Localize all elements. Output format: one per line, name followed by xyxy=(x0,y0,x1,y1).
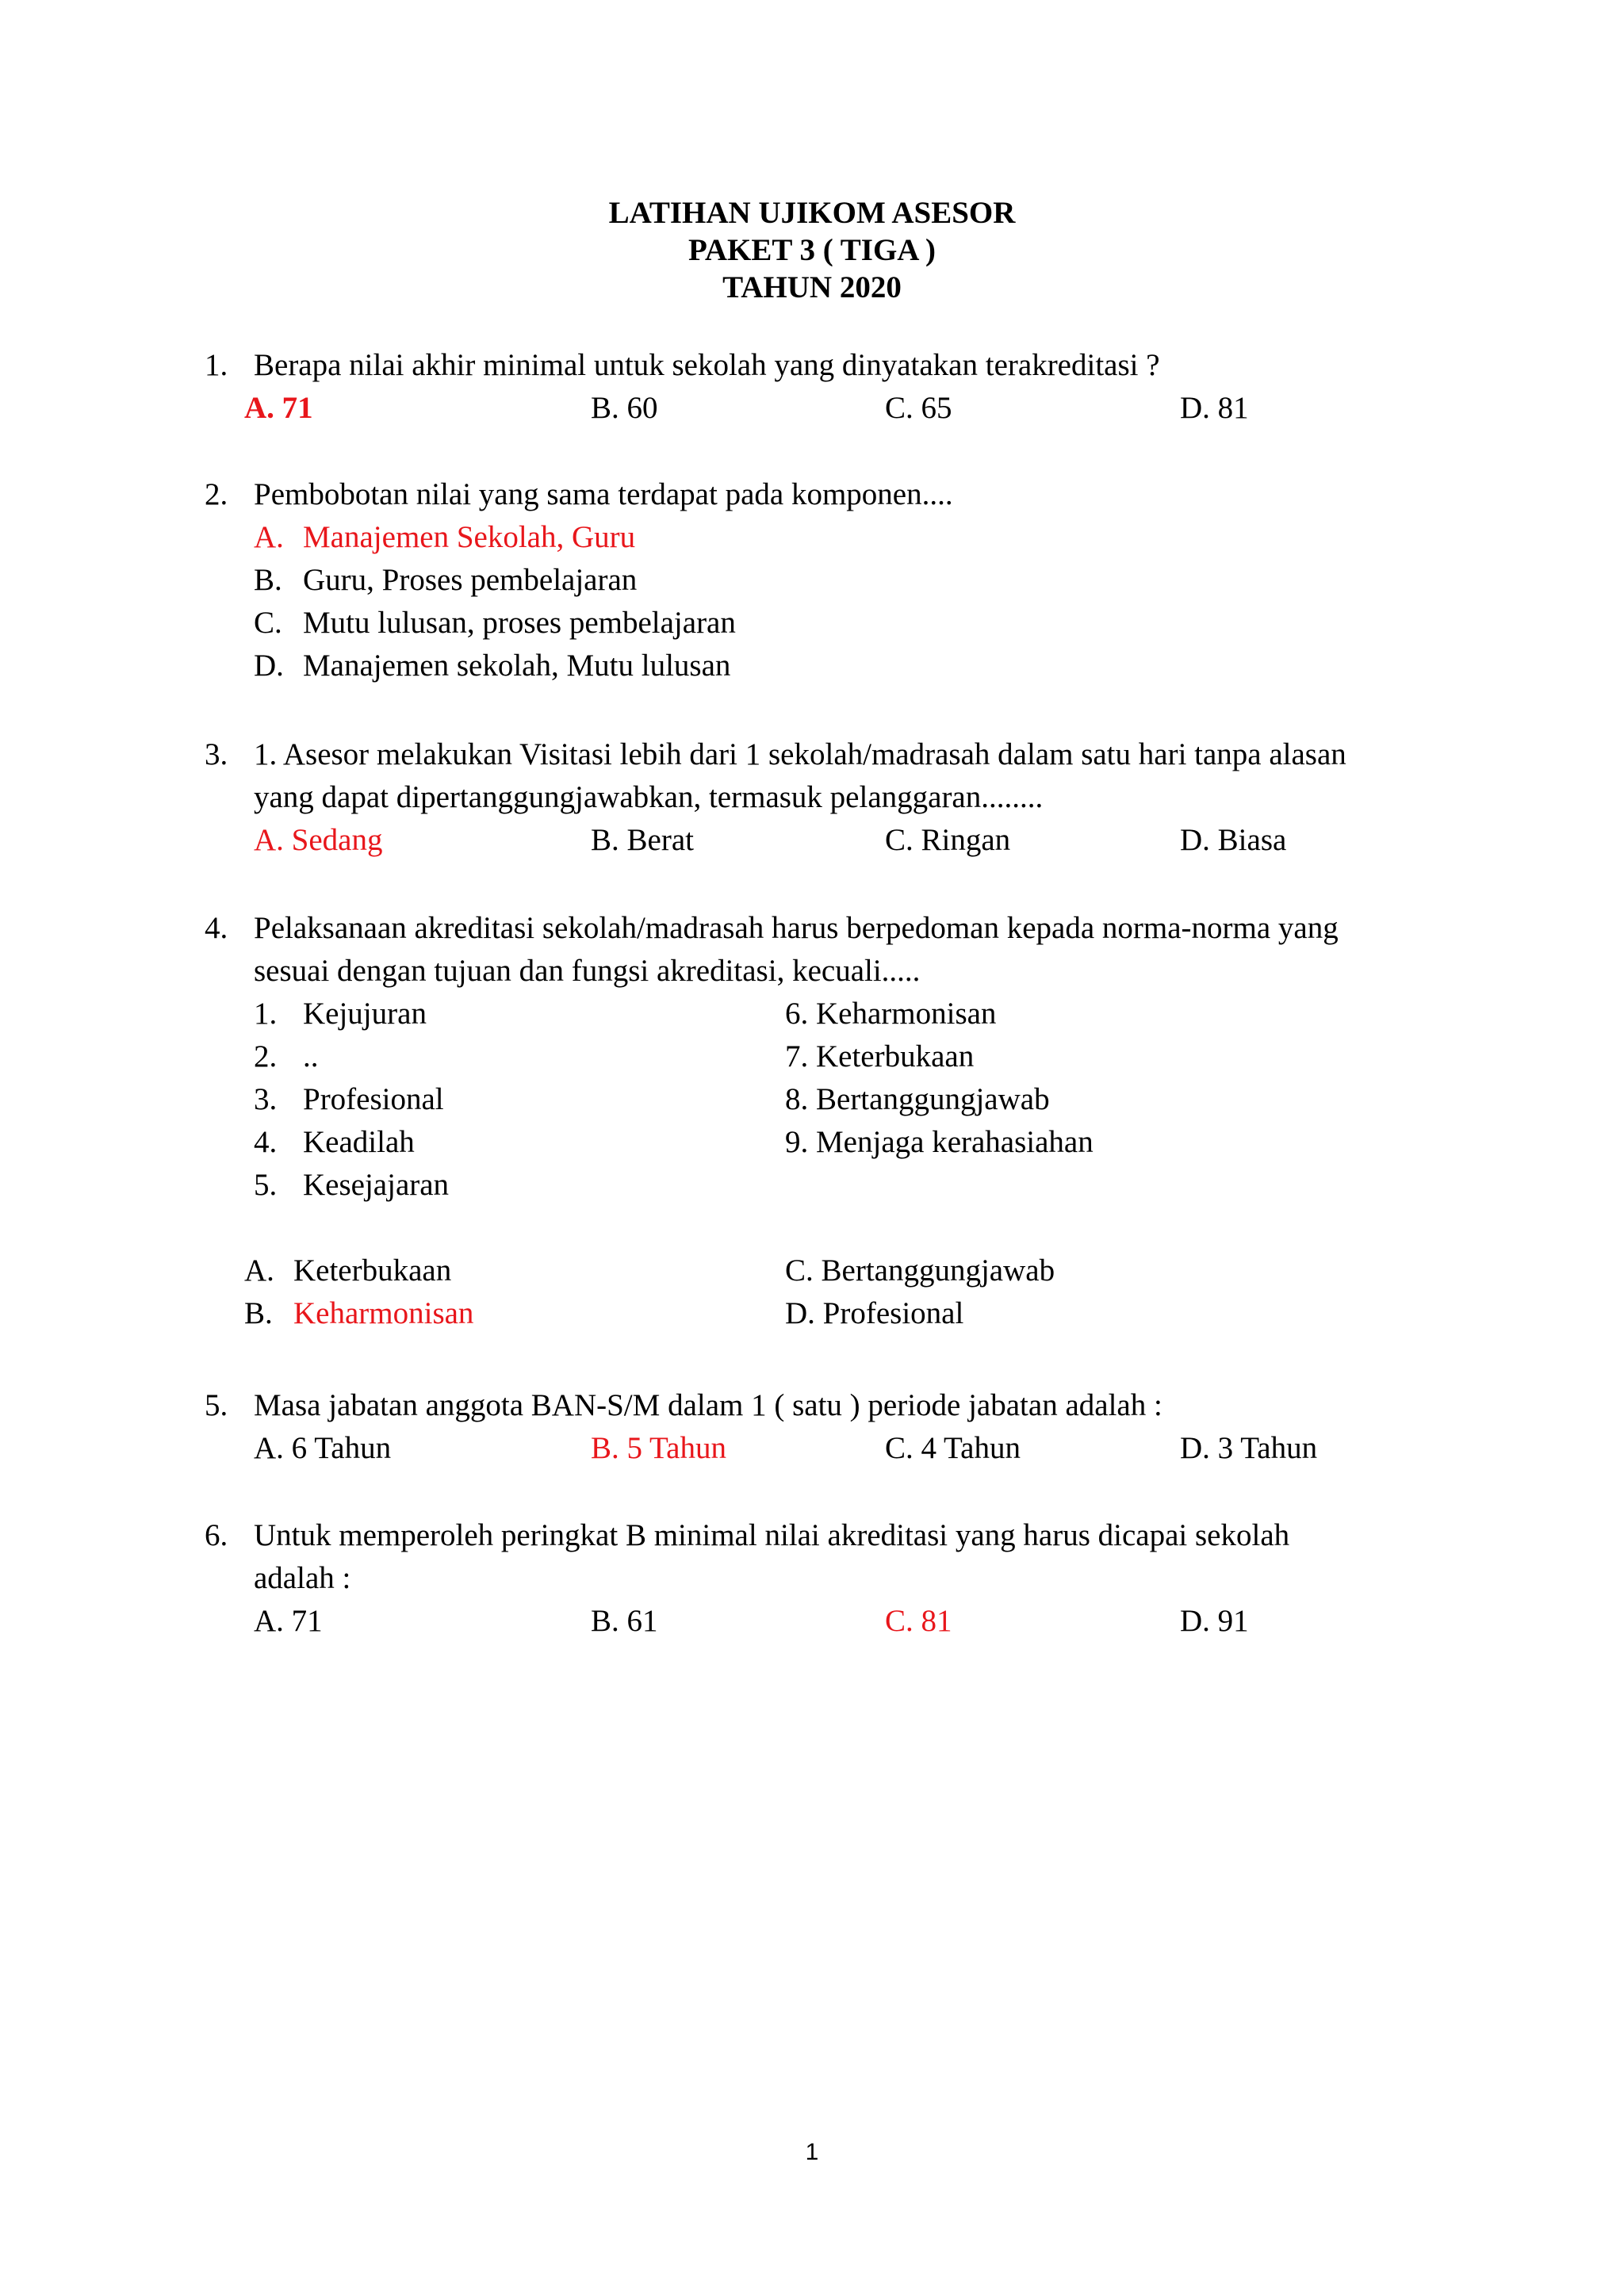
option-d: D. Biasa xyxy=(1180,823,1287,857)
question-number: 6. xyxy=(205,1518,228,1552)
norms-list xyxy=(254,993,1426,1207)
option-c: C. Bertanggungjawab xyxy=(785,1253,1055,1288)
document-header xyxy=(0,194,1624,306)
option-a-correct: A. Manajemen Sekolah, Guru xyxy=(254,520,636,554)
option-a-correct: A. 71 xyxy=(244,391,313,425)
question-number: 4. xyxy=(205,911,228,945)
question-text-line-1: Pelaksanaan akreditasi sekolah/madrasah harus berpedoman kepada norma-norma yang xyxy=(254,911,1339,945)
list-item: 2. .. 7. Keterbukaan xyxy=(254,1039,975,1073)
question-text-line-2: yang dapat dipertanggungjawabkan, termasuk pelanggaran........ xyxy=(254,780,1044,814)
option-a-correct: A. Sedang xyxy=(254,823,383,857)
option-c: C. 65 xyxy=(885,391,952,425)
options-row xyxy=(205,1600,1426,1643)
options-row xyxy=(205,387,1426,430)
option-b-correct: Keharmonisan xyxy=(293,1296,474,1330)
question-text-line-1: 1. Asesor melakukan Visitasi lebih dari 1 sekolah/madrasah dalam satu hari tanpa alasan xyxy=(254,737,1346,771)
option-c: C. Ringan xyxy=(885,823,1011,857)
header-package: PAKET 3 ( TIGA ) xyxy=(688,233,936,267)
question-1 xyxy=(205,344,1426,430)
option-b: B. xyxy=(244,1296,273,1330)
list-item: 5. Kesejajaran xyxy=(254,1168,450,1202)
options-row xyxy=(205,1427,1426,1470)
answer-row xyxy=(244,1292,1426,1335)
option-a: A. 6 Tahun xyxy=(254,1431,392,1465)
question-number: 1. xyxy=(205,348,228,382)
question-text-line-2: adalah : xyxy=(254,1561,351,1595)
question-2 xyxy=(205,473,1426,687)
option-b: B. 61 xyxy=(591,1604,658,1638)
page-number: 1 xyxy=(805,2139,819,2165)
question-6 xyxy=(205,1514,1426,1643)
option-d: D. Manajemen sekolah, Mutu lulusan xyxy=(254,649,731,683)
options-row xyxy=(205,819,1426,862)
answer-options xyxy=(244,1249,1426,1335)
answer-row: A. Keterbukaan C. Bertanggungjawab xyxy=(244,1249,1426,1292)
list-item: 4. Keadilah 9. Menjaga kerahasiahan xyxy=(254,1125,1094,1159)
option-c: C. Mutu lulusan, proses pembelajaran xyxy=(254,606,736,640)
option-b: B. Guru, Proses pembelajaran xyxy=(254,563,638,597)
question-5 xyxy=(205,1384,1426,1470)
options-list xyxy=(254,516,1426,687)
header-title: LATIHAN UJIKOM ASESOR xyxy=(608,196,1016,230)
option-d: D. Profesional xyxy=(785,1296,964,1330)
question-text-line-2: sesuai dengan tujuan dan fungsi akreditasi, kecuali..... xyxy=(254,954,921,988)
question-number: 3. xyxy=(205,737,228,771)
question-text: Pembobotan nilai yang sama terdapat pada komponen.... xyxy=(254,477,953,511)
question-number: 2. xyxy=(205,477,228,511)
option-c: C. 4 Tahun xyxy=(885,1431,1021,1465)
question-text: Berapa nilai akhir minimal untuk sekolah yang dinyatakan terakreditasi ? xyxy=(254,348,1160,382)
option-a: A. xyxy=(244,1253,274,1288)
option-b: B. Berat xyxy=(591,823,694,857)
question-text-line-1: Untuk memperoleh peringkat B minimal nilai akreditasi yang harus dicapai sekolah xyxy=(254,1518,1290,1552)
option-a: A. 71 xyxy=(254,1604,323,1638)
question-text: Masa jabatan anggota BAN-S/M dalam 1 ( satu ) periode jabatan adalah : xyxy=(254,1388,1162,1422)
question-number: 5. xyxy=(205,1388,228,1422)
list-item: 1. Kejujuran 6. Keharmonisan xyxy=(254,997,997,1031)
option-b-correct: B. 5 Tahun xyxy=(591,1431,726,1465)
list-item: 3. Profesional 8. Bertanggungjawab xyxy=(254,1082,1050,1116)
question-3 xyxy=(205,733,1426,862)
option-d: D. 3 Tahun xyxy=(1180,1431,1318,1465)
header-year: TAHUN 2020 xyxy=(722,270,902,304)
option-b: B. 60 xyxy=(591,391,658,425)
option-c-correct: C. 81 xyxy=(885,1604,952,1638)
question-4 xyxy=(205,907,1426,1335)
option-d: D. 91 xyxy=(1180,1604,1249,1638)
option-d: D. 81 xyxy=(1180,391,1249,425)
